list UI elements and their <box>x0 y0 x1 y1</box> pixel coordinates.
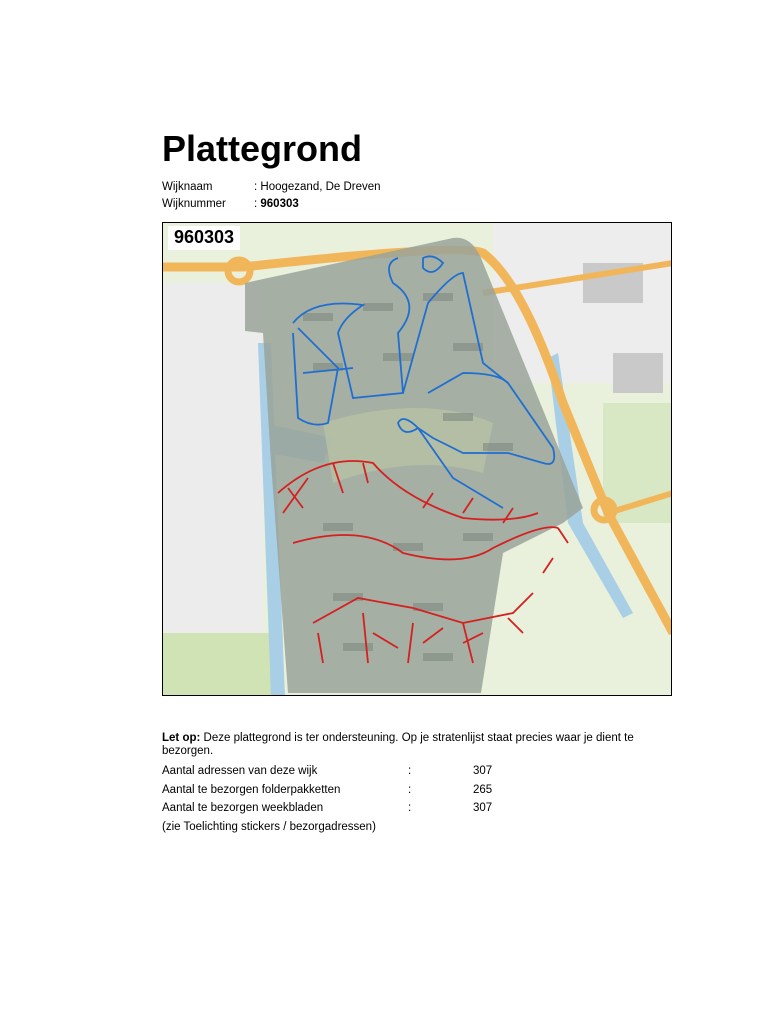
wijknummer-label: Wijknummer <box>162 198 226 210</box>
note-paragraph <box>162 732 642 758</box>
stat-sep: : <box>408 765 412 777</box>
map-district-label: 960303 <box>168 226 240 250</box>
page-title: Plattegrond <box>162 128 363 169</box>
wijknummer-row <box>162 198 299 210</box>
wijknummer-sep: : <box>254 198 261 210</box>
wijknummer-value: 960303 <box>260 198 299 210</box>
wijknaam-value: : Hoogezand, De Dreven <box>254 181 381 193</box>
stat-sep: : <box>408 784 412 796</box>
stat-row-folders <box>162 784 492 796</box>
wijknaam-row <box>162 181 381 193</box>
wijknaam-label: Wijknaam <box>162 181 213 193</box>
footnote: (zie Toelichting stickers / bezorgadressen) <box>162 821 376 833</box>
neighbourhood-map <box>162 222 672 696</box>
note-text: Deze plattegrond is ter ondersteuning. Op je stratenlijst staat precies waar je dient te bezorgen. <box>162 732 634 757</box>
stat-row-weekbladen <box>162 802 492 814</box>
stat-label: Aantal te bezorgen weekbladen <box>162 802 324 814</box>
stat-value: 265 <box>473 784 493 796</box>
map-graphic <box>163 223 672 696</box>
stat-label: Aantal te bezorgen folderpakketten <box>162 784 341 796</box>
stat-sep: : <box>408 802 412 814</box>
stat-row-addresses <box>162 765 492 777</box>
note-prefix: Let op: <box>162 732 201 744</box>
stat-label: Aantal adressen van deze wijk <box>162 765 318 777</box>
stat-value: 307 <box>473 802 493 814</box>
stat-value: 307 <box>473 765 493 777</box>
